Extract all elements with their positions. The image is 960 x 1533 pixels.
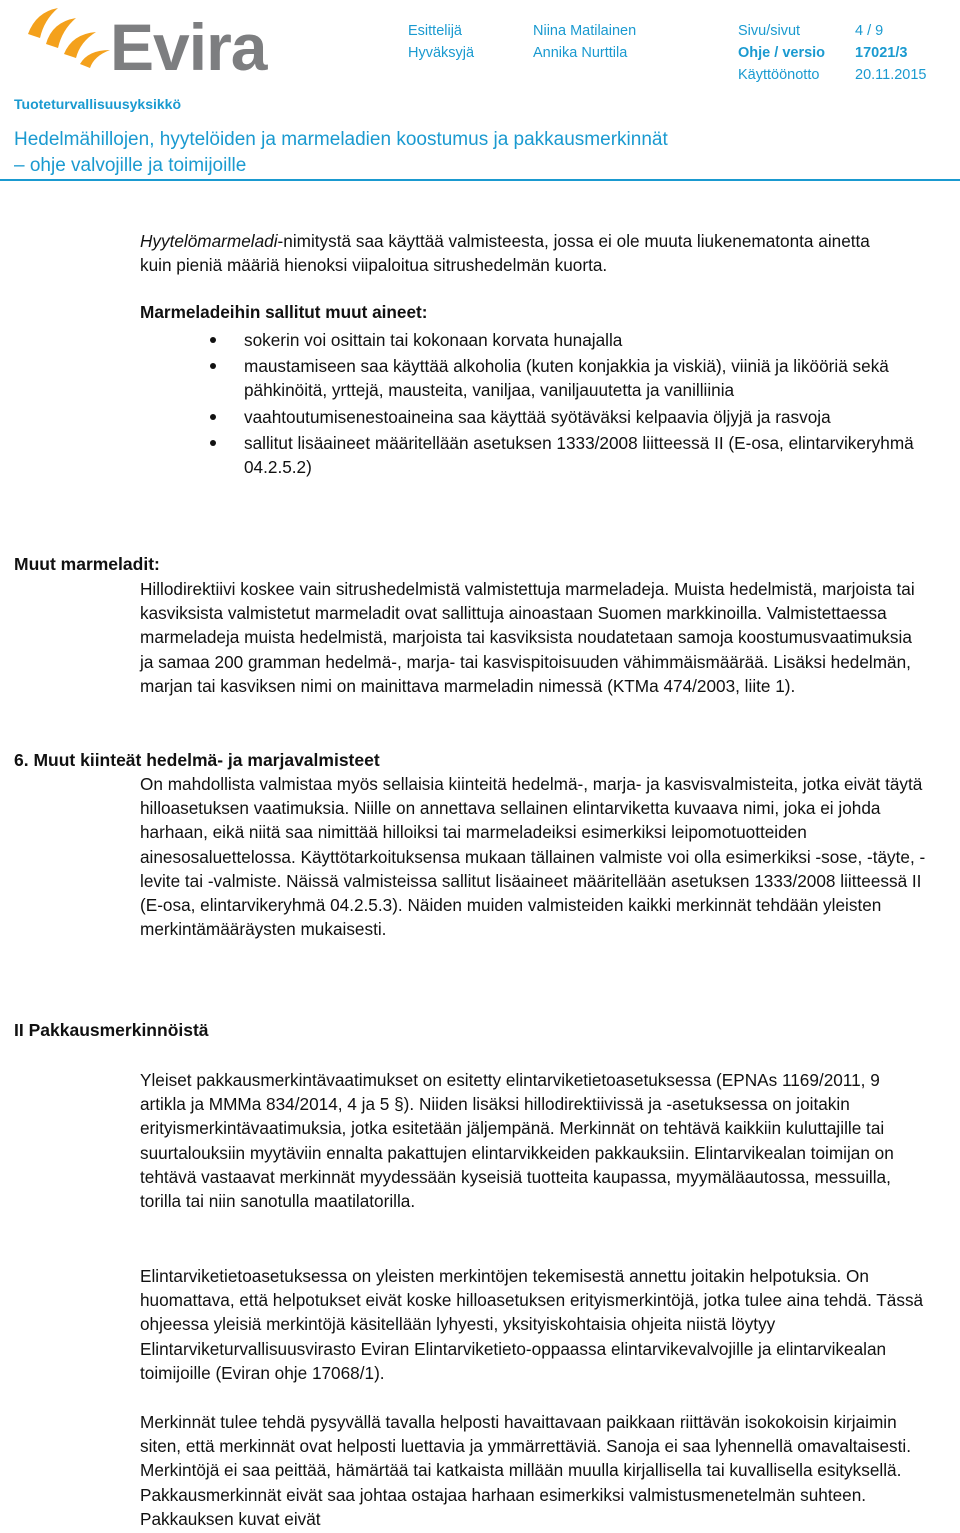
heading-section-6: 6. Muut kiinteät hedelmä- ja marjavalmisteet [14, 750, 380, 770]
document-title-line1: Hedelmähillojen, hyytelöiden ja marmeladien koostumus ja pakkausmerkinnät [14, 129, 668, 150]
paragraph-elintarviketietoasetus: Elintarviketietoasetuksessa on yleisten merkintöjen tekemisestä annettu joitakin helpotuksia. On huomattava, että helpotukset eivät koske hilloasetuksen erityismerkintöjä, jotka tulee aina tehdä. Tässä ohjeessa yleisiä merkintöjä käsitellään lyhyesti, yksityiskohtaisia ohjeita niistä löytyy Elintarviketurvallisuusvirasto Eviran Elintarviketieto-oppaassa elintarvikevalvojille ja elintarvikealan toimijoille (Eviran ohje 17068/1). [140, 1266, 924, 1383]
bullet-list [198, 328, 918, 481]
paragraph-muut-marmeladit: Hillodirektiivi koskee vain sitrushedelmistä valmistettuja marmeladeja. Muista hedelmistä, marjoista tai kasviksista valmistetut marmeladit ovat sallittuja ainoastaan Suomen markkinoilla. Valmistettaessa marmeladeja muista hedelmistä, marjoista tai kasviksista noudatetaan samoja koostumusvaatimuksia ja samaa 200 gramman hedelmä-, marja- tai kasvispitoisuuden vähimmäismäärää. Lisäksi hedelmän, marjan tai kasviksen nimi on mainittava marmeladin nimessä (KTMa 474/2003, liite 1). [140, 579, 915, 696]
brand-name: Evira [110, 10, 267, 84]
ohje-value: 17021/3 [855, 45, 908, 61]
document-title-line2: – ohje valvojille ja toimijoille [14, 155, 247, 176]
esittelija-label: Esittelijä [408, 23, 462, 39]
paragraph-merkinnat: Merkinnät tulee tehdä pysyvällä tavalla helposti havaittavaan paikkaan riittävän isokokoisin kirjaimin siten, että merkinnät ovat helposti luettavia ja ymmärrettäviä. Sanoja ei saa lyhennellä omavaltaisesti. Merkintöjä ei saa peittää, hämärtää tai katkaista millään muulla kirjallisella tai kuvallisella esityksellä. Pakkausmerkinnät eivät saa johtaa ostajaa harhaan esimerkiksi valmistusmenetelmän suhteen. Pakkauksen kuvat eivät [140, 1412, 911, 1529]
sivu-label: Sivu/sivut [738, 23, 801, 39]
header-divider [0, 179, 960, 181]
sivu-value: 4 / 9 [855, 23, 884, 39]
hyvaksyja-value: Annika Nurttila [533, 45, 628, 61]
subheading-sallitut-aineet: Marmeladeihin sallitut muut aineet: [140, 302, 428, 322]
heading-muut-marmeladit: Muut marmeladit: [14, 554, 160, 574]
hyvaksyja-label: Hyväksyjä [408, 45, 475, 61]
evira-logo [18, 4, 278, 84]
document-title [14, 127, 668, 179]
kayttoonotto-value: 20.11.2015 [855, 67, 927, 83]
list-item: sallitut lisäaineet määritellään asetuksen 1333/2008 liitteessä II (E-osa, elintarvikeryhmä 04.2.5.2) [198, 431, 918, 479]
paragraph-section-6: On mahdollista valmistaa myös sellaisia kiinteitä hedelmä-, marja- ja kasvisvalmisteita, jotka eivät täytä hilloasetuksen vaatimuksia. Niille on annettava sellainen elintarviketta kuvaava nimi, joka ei johda harhaan, eikä niitä saa nimittää hilloiksi tai marmeladeiksi esimerkiksi leipomotuotteiden ainesosaluettelossa. Käyttötarkoituksensa mukaan tällainen valmiste voi olla esimerkiksi -sose, -täyte, -levite tai -valmiste. Näissä valmisteissa sallitut lisäaineet määritellään asetuksen 1333/2008 liitteessä II (E-osa, elintarvikeryhmä 04.2.5.3). Näiden muiden valmisteiden kaikki merkinnät tehdään yleisten merkintämääräysten mukaisesti. [140, 774, 926, 940]
ohje-label: Ohje / versio [738, 45, 826, 61]
term-hyytelomarmeladi: Hyytelömarmeladi [140, 231, 278, 251]
kayttoonotto-label: Käyttöönotto [738, 67, 820, 83]
paragraph-yleiset-vaatimukset: Yleiset pakkausmerkintävaatimukset on esitetty elintarviketietoasetuksessa (EPNAs 1169/2011, 9 artikla ja MMMa 834/2014, 4 ja 5 §). Niiden lisäksi hillodirektiivissä ja -asetuksessa on joitakin erityismerkintävaatimuksia, jotka esitetään jäljempänä. Merkinnät on tehtävä kaikkiin kuluttajille tai suurtalouksiin myytäviin ennalta pakattujen elintarvikkeiden pakkauksiin. Elintarvikealan toimijan on tehtävä vastaavat merkinnät myydessään kyseisiä tuotteita kaupassa, myymäläautossa, messuilla, torilla tai niin sanotulla maatilatorilla. [140, 1070, 894, 1212]
paragraph-hyytelomarmeladi [140, 229, 900, 277]
unit-name: Tuoteturvallisuusyksikkö [14, 96, 182, 112]
paragraph-hyytelomarmeladi-text: -nimitystä saa käyttää valmisteesta, jossa ei ole muuta liukenematonta ainetta kuin pieniä määriä hienoksi viipaloitua sitrushedelmän kuorta. [140, 231, 870, 276]
heading-pakkausmerkinnoista: II Pakkausmerkinnöistä [14, 1020, 209, 1040]
esittelija-value: Niina Matilainen [533, 23, 637, 39]
list-item: maustamiseen saa käyttää alkoholia (kuten konjakkia ja viskiä), viiniä ja likööriä sekä pähkinöitä, yrttejä, mausteita, vaniljaa, vaniljauutetta ja vanilliinia [198, 354, 918, 402]
sun-rays-icon [18, 4, 118, 74]
list-item: vaahtoutumisenestoaineina saa käyttää syötäväksi kelpaavia öljyjä ja rasvoja [198, 405, 918, 429]
list-item: sokerin voi osittain tai kokonaan korvata hunajalla [198, 328, 918, 352]
